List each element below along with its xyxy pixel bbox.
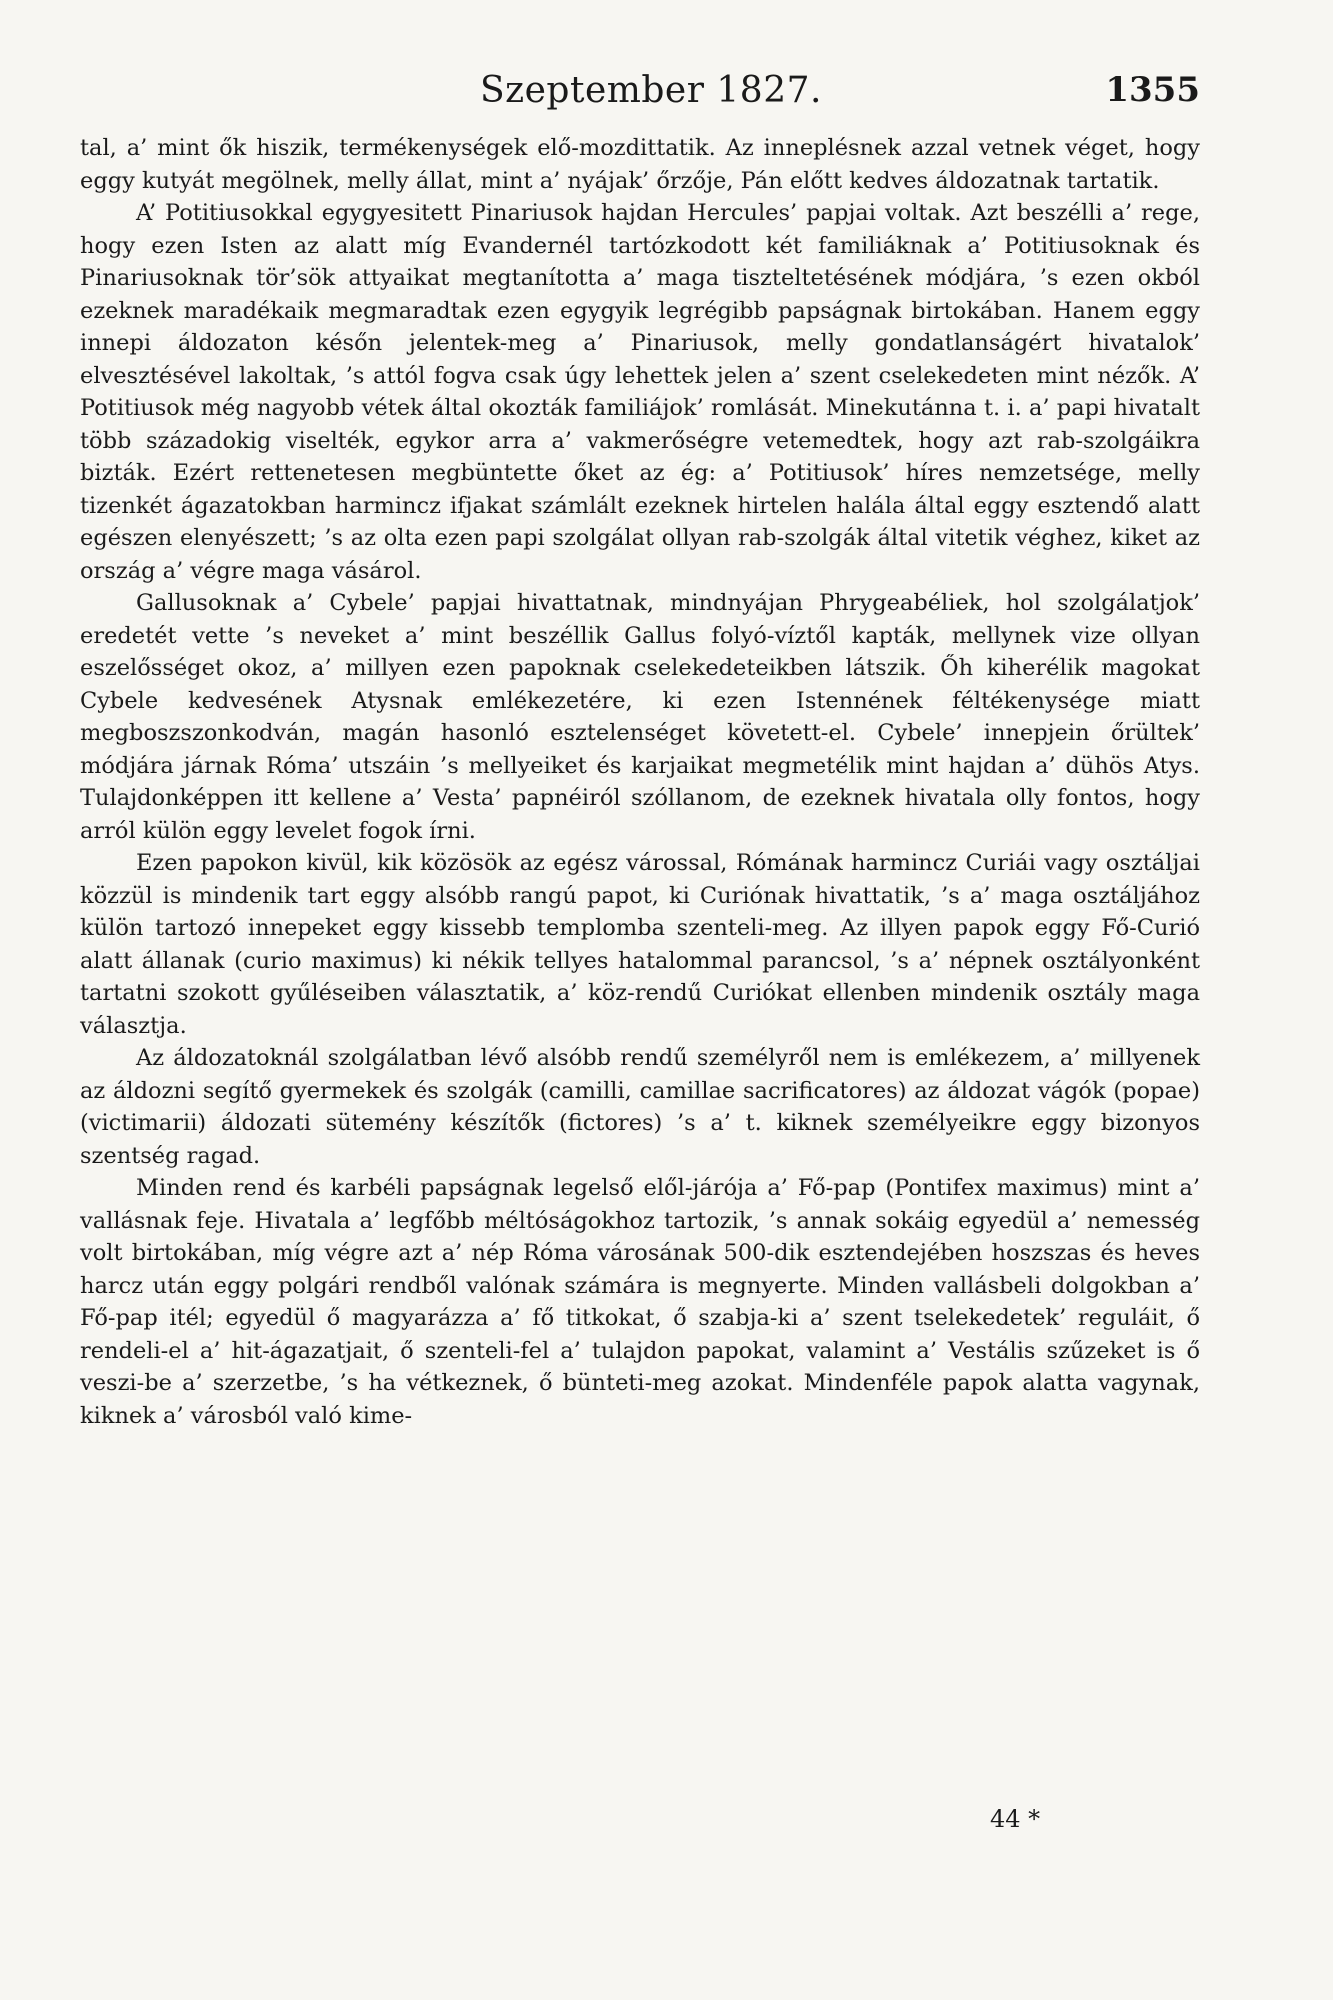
running-title: Szeptember 1827.	[480, 70, 822, 111]
paragraph-1: tal, a’ mint ők hiszik, termékenységek elő-mozdittatik. Az inneplésnek azzal vetnek véget, hogy eggy kutyát megölnek, melly állat, mint a’ nyájak’ őrzője, Pán előtt kedves áldozatnak tartatik.	[80, 135, 1200, 194]
paragraph-6: Minden rend és karbéli papságnak legelső elől-járója a’ Fő-pap (Pontifex maximus) mint a’ vallásnak feje. Hivatala a’ legfőbb méltóságokhoz tartozik, ’s annak sokáig egyedül a’ nemesség volt birtokában, míg végre azt a’ nép Róma városának 500-dik esztendejében hoszszas és heves harcz után eggy polgári rendből valónak számára is megnyerte. Minden vallásbeli dolgokban a’ Fő-pap itél; egyedül ő magyarázza a’ fő titkokat, ő szabja-ki a’ szent tselekedetek’ reguláit, ő rendeli-el a’ hit-ágazatjait, ő szenteli-fel a’ tulajdon papokat, valamint a’ Vestális szűzeket is ő veszi-be a’ szerzetbe, ’s ha vétkeznek, ő bünteti-meg azokat. Mindenféle papok alatta vagynak, kiknek a’ városból való kime-	[80, 1175, 1200, 1429]
paragraph-5: Az áldozatoknál szolgálatban lévő alsóbb rendű személyről nem is emlékezem, a’ millyenek az áldozni segítő gyermekek és szolgák (camilli, camillae sacrificatores) az áldozat vágók (popae) (victimarii) áldozati sütemény készítők (fictores) ’s a’ t. kiknek személyeikre eggy bizonyos szentség ragad.	[80, 1045, 1200, 1169]
paragraph-2: A’ Potitiusokkal egygyesitett Pinariusok hajdan Hercules’ papjai voltak. Azt beszélli a’ rege, hogy ezen Isten az alatt míg Evandernél tartózkodott két familiáknak a’ Potitiusoknak és Pinariusoknak tör’sök attyaikat megtanította a’ maga tiszteltetésének módjára, ’s ezen okból ezeknek maradékaik megmaradtak ezen egygyik legrégibb papságnak birtokában. Hanem eggy innepi áldozaton későn jelentek-meg a’ Pinariusok, melly gondatlanságért hivatalok’ elvesztésével lakoltak, ’s attól fogva csak úgy lehettek jelen a’ szent cselekedeten mint nézők. A’ Potitiusok még nagyobb vétek által okozták familiájok’ romlását. Minekutánna t. i. a’ papi hivatalt több századokig viselték, egykor arra a’ vakmerőségre vetemedtek, hogy azt rab-szolgáikra bizták. Ezért rettenetesen megbüntette őket az ég: a’ Potitiusok’ híres nemzetsége, melly tizenkét ágazatokban harmincz ifjakat számlált ezeknek hirtelen halála által eggy esztendő alatt egészen elenyészett; ’s az olta ezen papi szolgálat ollyan rab-szolgák által vitetik véghez, kiket az ország a’ végre maga vásárol.	[80, 200, 1200, 584]
signature-mark: 44 *	[990, 1805, 1041, 1833]
paragraph-3: Gallusoknak a’ Cybele’ papjai hivattatnak, mindnyájan Phrygeabéliek, hol szolgálatjok’ eredetét vette ’s neveket a’ mint beszéllik Gallus folyó-víztől kapták, mellynek vize ollyan eszelősséget okoz, a’ millyen ezen papoknak cselekedeteikben látszik. Őh kiherélik magokat Cybele kedvesének Atysnak emlékezetére, ki ezen Istennének féltékenysége miatt megboszszonkodván, magán hasonló esztelenséget követett-el. Cybele’ innepjein őrültek’ módjára járnak Róma’ utszáin ’s mellyeiket és karjaikat megmetélik mint hajdan a’ dühös Atys. Tulajdonképpen itt kellene a’ Vesta’ papnéiról szóllanom, de ezeknek hivatala olly fontos, hogy arról külön eggy levelet fogok írni.	[80, 590, 1200, 844]
body-text	[80, 132, 1200, 1432]
page-header	[80, 70, 1200, 130]
page-number: 1355	[1105, 70, 1200, 110]
paragraph-4: Ezen papokon kivül, kik közösök az egész várossal, Rómának harmincz Curiái vagy osztáljai közzül is mindenik tart eggy alsóbb rangú papot, ki Curiónak hivattatik, ’s a’ maga osztáljához külön tartozó innepeket eggy kissebb templomba szenteli-meg. Az illyen papok eggy Fő-Curió alatt állanak (curio maximus) ki nékik tellyes hatalommal parancsol, ’s a’ népnek osztályonként tartatni szokott gyűléseiben választatik, a’ köz-rendű Curiókat ellenben mindenik osztály maga választja.	[80, 850, 1200, 1039]
